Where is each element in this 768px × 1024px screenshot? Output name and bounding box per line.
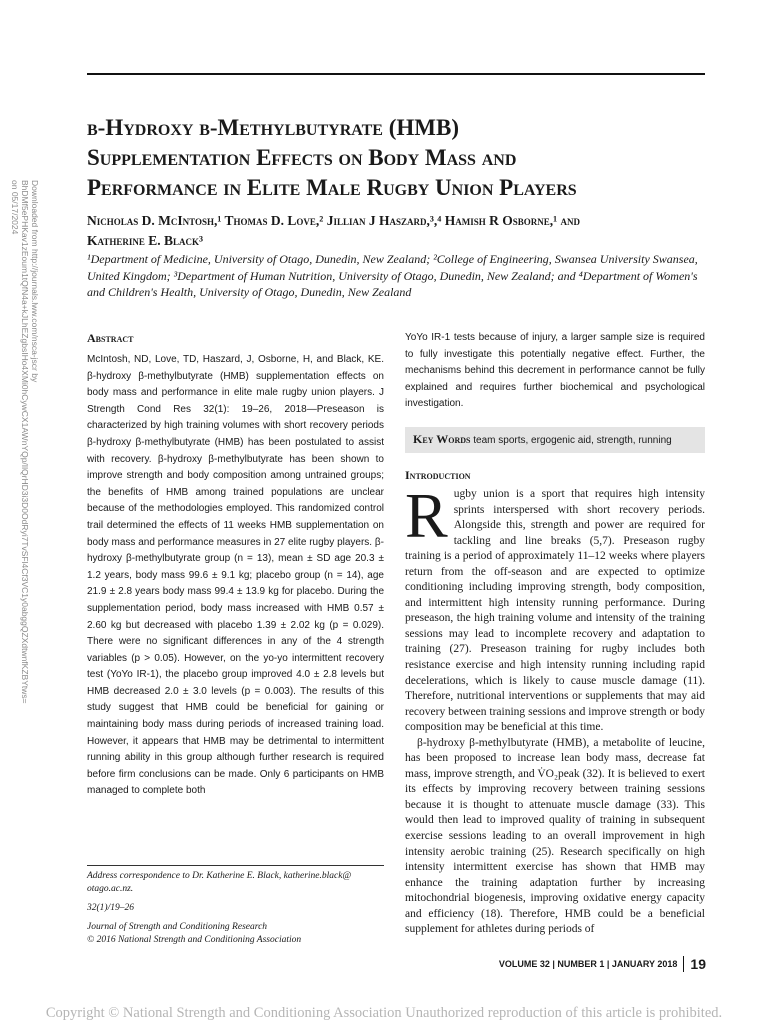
intro-paragraph-1	[405, 479, 705, 736]
page-footer	[499, 956, 706, 972]
intro-paragraph-2: β-hydroxy β-methylbutyrate (HMB), a metabolite of leucine, has been proposed to increase lean body mass, decrease fat mass, improve strength, and V̇O₂peak (32). It is believed to exert its effects by improving recovery between training sessions because it is thought to attenuate muscle damage (33). This would then lead to improved quality of training in subsequent exercise sessions leading to an overall improvement in high intensity aerobic training (25). Research specifically on high intensity intermittent exercise has shown that HMB may enhance the training adaptation further by increasing mitochondrial biogenesis, improving oxidative energy capacity and efficiency (18). Therefore, HMB could be a beneficial supplement for athletes during periods of	[405, 736, 705, 936]
issue-info: VOLUME 32 | NUMBER 1 | JANUARY 2018	[498, 959, 678, 969]
keywords-text: team sports, ergogenic aid, strength, running	[473, 434, 672, 446]
download-watermark: Downloaded from http://journals.lww.com/nsca-jscr by BhDMf5ePHKav1zEoum1tQfN4a+kJLhEZgbsIHo4XMi0hCywCX1AWnYQp/IlQrHD3i3D0OdRyi7TvSFl4Cf3VC1y0abggQZXdtwnfKZBYtws= on 05/17/2024	[10, 180, 40, 704]
title-line-2: Supplementation Effects on Body Mass and	[87, 145, 517, 170]
author-line-1: Nicholas D. McIntosh,¹ Thomas D. Love,² Jillian J Haszard,³,⁴ Hamish R Osborne,¹ and	[87, 213, 581, 228]
footnote	[87, 865, 384, 953]
right-column	[405, 330, 705, 938]
journal-copyright: © 2016 National Strength and Conditioning Association	[87, 935, 302, 945]
drop-cap: R	[405, 479, 448, 551]
keywords-label: Key Words	[413, 431, 471, 446]
affiliations: ¹Department of Medicine, University of Otago, Dunedin, New Zealand; ²College of Engineering, Swansea University Swansea, United Kingdom; ³Department of Human Nutrition, University of Otago, Dunedin, New Zealand; and ⁴Department of Women's and Children's Health, University of Otago, Dunedin, New Zealand	[87, 252, 698, 299]
article-title	[87, 113, 727, 203]
abstract-text: McIntosh, ND, Love, TD, Haszard, J, Osborne, H, and Black, KE. β-hydroxy β-methylbutyrate (HMB) supplementation effects on body mass and performance in elite male rugby union players. J Strength Cond Res 32(1): 19–26, 2018—Preseason is characterized by high training volumes with short recovery periods β-hydroxy β-methylbutyrate (HMB) has been postulated to assist with recovery. β-hydroxy β-methylbutyrate has been shown to improve strength and body composition among untrained groups; the benefits of HMB among trained populations are unclear because of the methodologies employed. This randomized control trail determined the effects of 11 weeks HMB supplementation on body mass and performance measures in 27 elite rugby players. β-hydroxy β-methylbutyrate group (n = 13), mean ± SD age 20.3 ± 1.2 years, body mass 99.6 ± 9.1 kg; placebo group (n = 14), age 21.9 ± 2.8 years body mass 99.4 ± 13.9 kg for placebo. During the supplementation period, body mass increased with HMB 0.57 ± 2.60 kg but decreased with placebo 1.39 ± 2.02 kg (p = 0.029). There were no significant differences in any of the 4 strength variables (p > 0.05). However, on the yo-yo intermittent recovery test (YoYo IR-1), the placebo group improved 4.0 ± 2.8 levels but HMB decreased 2.0 ± 3.0 levels (p = 0.003). The results of this study suggest that HMB could be beneficial for gaining or maintaining body mass during periods of increased training load. However, it appears that HMB may be detrimental to intermittent running ability in this group although further research is required before firm conclusions can be made. Only 6 participants on HMB managed to complete both	[87, 354, 384, 797]
author-list	[87, 211, 727, 251]
introduction-heading: Introduction	[405, 467, 471, 482]
correspondence-note: Address correspondence to Dr. Katherine E. Black, katherine.black@ otago.ac.nz.	[87, 871, 352, 894]
citation-code: 32(1)/19–26	[87, 903, 134, 913]
copyright-watermark: Copyright © National Strength and Conditioning Association Unauthorized reproduction of this article is prohibited.	[45, 1005, 723, 1021]
left-column	[87, 330, 384, 800]
author-line-2: Katherine E. Black³	[87, 233, 204, 248]
title-line-1: β-Hydroxy β-Methylbutyrate (HMB)	[87, 115, 459, 140]
journal-name: Journal of Strength and Conditioning Research	[87, 922, 268, 932]
abstract-continued: YoYo IR-1 tests because of injury, a larger sample size is required to fully investigate this potentially negative effect. Further, the mechanisms behind this decrement in performance cannot be fully explained and requires further biochemical and psychological investigation.	[405, 332, 705, 410]
abstract-heading: Abstract	[87, 331, 134, 345]
top-rule	[87, 73, 705, 75]
keywords-box	[405, 427, 705, 453]
intro-paragraph-1-text: ugby union is a sport that requires high intensity sprints interspersed with short recovery periods. Alongside this, strength and power are required for tackling and line breaks (5,7). Preseason rugby training is a period of approximately 11–12 weeks where players return from the off-season and are expected to optimize conditioning including improving strength, body composition, and intermittent high intensity running performance. During preseason, the high training volume and intensity of the training sessions may lead to incomplete recovery and adaptation to training (27). Preseason training for rugby includes both resistance exercise and high intensity running including rapid decelerations, which is likely to cause muscle damage (11). Therefore, nutritional interventions or supplements that may aid recovery between training sessions and improve strength or body composition may be beneficial at this time.	[405, 487, 705, 734]
page-number: 19	[683, 956, 706, 972]
title-line-3: Performance in Elite Male Rugby Union Players	[87, 175, 577, 200]
